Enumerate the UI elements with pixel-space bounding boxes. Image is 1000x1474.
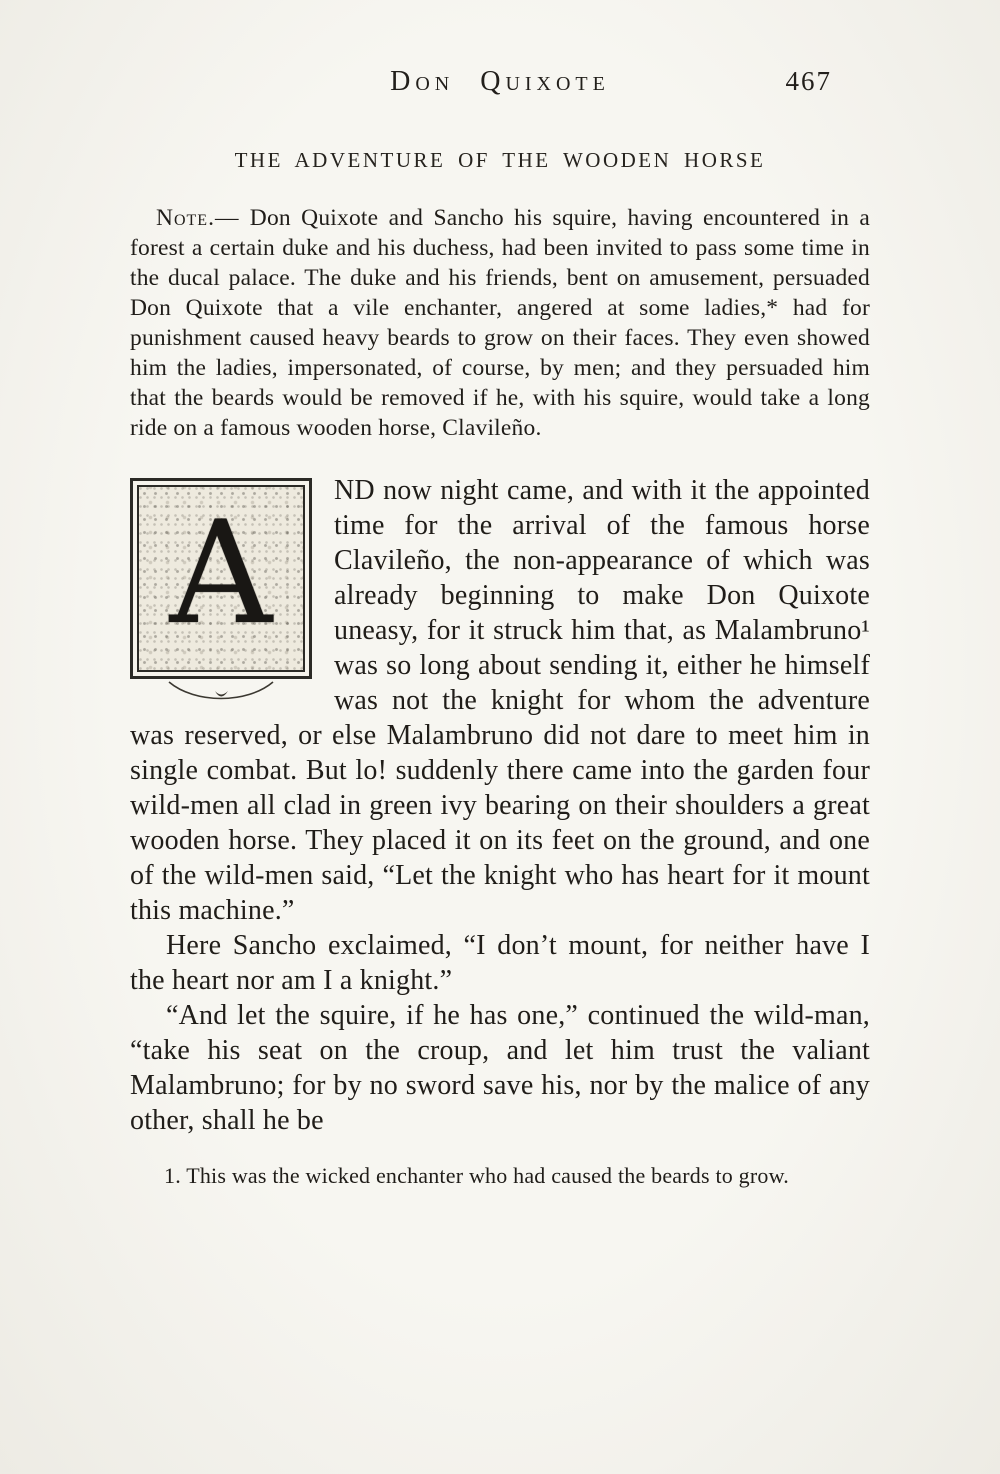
note-paragraph (130, 203, 870, 443)
running-title: Don Quixote (390, 66, 610, 97)
flourish-ornament (163, 680, 279, 706)
paragraph (130, 928, 870, 998)
paragraph (130, 473, 870, 928)
page-number: 467 (785, 66, 832, 96)
paragraph-text: Here Sancho exclaimed, “I don’t mount, for neither have I the heart nor am I a knight.” (130, 930, 870, 996)
paragraph (130, 998, 870, 1138)
footnote (130, 1162, 870, 1190)
note-text: Don Quixote and Sancho his squire, having encountered in a forest a certain duke and his duchess, had been invited to pass some time in the ducal palace. The duke and his friends, bent on amusement, persuaded Don Quixote that a vile enchanter, angered at some ladies,* had for punishment caused heavy beards to grow on their faces. They even showed him the ladies, impersonated, of course, by men; and they persuaded him that the beards would be removed if he, with his squire, would take a long ride on a famous wooden horse, Clavileño. (130, 205, 870, 441)
note-label: Note.— (156, 205, 240, 231)
drop-cap-letter: A (169, 490, 273, 656)
running-header (130, 66, 870, 98)
paragraph-text: ND now night came, and with it the appointed time for the arrival of the famous horse Clavileño, the non-appearance of which was already beginning to make Don Quixote uneasy, for it struck him that, as Malambruno¹ was so long about sending it, either he himself was not the knight for whom the adventure was reserved, or else Malambruno did not dare to meet him in single combat. But lo! suddenly there came into the garden four wild-men all clad in green ivy bearing on their shoulders a great wooden horse. They placed it on its feet on the ground, and one of the wild-men said, “Let the knight who has heart for it mount this machine.” (130, 475, 870, 926)
body-text (130, 473, 870, 1138)
footnote-text: This was the wicked enchanter who had caused the beards to grow. (180, 1163, 789, 1188)
drop-cap (130, 478, 312, 706)
drop-cap-frame (130, 478, 312, 679)
chapter-title: THE ADVENTURE OF THE WOODEN HORSE (234, 148, 766, 172)
drop-cap-engraving (137, 485, 305, 672)
footnote-number: 1. (164, 1163, 181, 1188)
paragraph-text: “And let the squire, if he has one,” continued the wild-man, “take his seat on the croup, and let him trust the valiant Malambruno; for by no sword save his, nor by the malice of any other, shall he be (130, 1000, 870, 1136)
